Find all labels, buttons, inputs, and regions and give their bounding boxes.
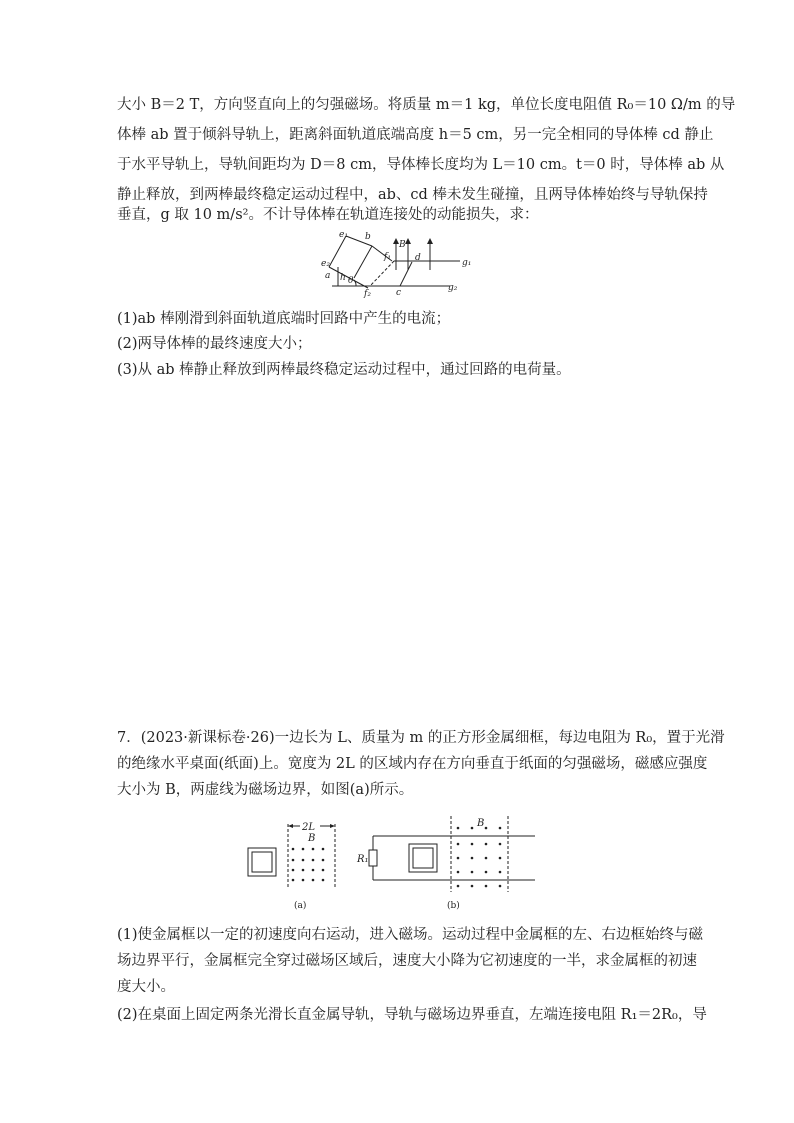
label-f2: f₂ <box>364 289 371 299</box>
problem6-question-3: (3)从 ab 棒静止释放到两棒最终稳定运动过程中，通过回路的电荷量。 <box>117 362 571 378</box>
problem6-question-2: (2)两导体棒的最终速度大小； <box>117 336 312 352</box>
label-B-a: B <box>308 833 316 844</box>
label-b: b <box>365 232 371 242</box>
label-g1: g₁ <box>462 258 472 268</box>
problem6-line-4: 静止释放，到两棒最终稳定运动过程中，ab、cd 棒未发生碰撞，且两导体棒始终与导轨保持 <box>117 187 708 203</box>
label-f1: f₁ <box>384 252 391 262</box>
problem7-line-1: 7．(2023·新课标卷·26)一边长为 L、质量为 m 的正方形金属细框，每边电阻为 R₀，置于光滑 <box>117 730 725 746</box>
problem7-line-2: 的绝缘水平桌面(纸面)上。宽度为 2L 的区域内存在方向垂直于纸面的匀强磁场，磁感应强度 <box>117 756 708 772</box>
rails-diagram <box>310 228 490 300</box>
problem7-question-1-line-2: 场边界平行，金属框完全穿过磁场区域后，速度大小降为它初速度的一半，求金属框的初速 <box>117 953 697 969</box>
label-a: a <box>325 271 331 281</box>
label-R1: R₁ <box>357 854 369 865</box>
label-e2: e₂ <box>321 259 330 269</box>
caption-a: (a) <box>294 901 307 911</box>
problem6-line-1: 大小 B＝2 T，方向竖直向上的匀强磁场。将质量 m＝1 kg，单位长度电阻值 R₀＝10 Ω/m 的导 <box>117 97 736 113</box>
label-d: d <box>415 253 421 263</box>
problem7-line-3: 大小为 B，两虚线为磁场边界，如图(a)所示。 <box>117 782 414 798</box>
problem6-line-3: 于水平导轨上，导轨间距均为 D＝8 cm，导体棒长度均为 L＝10 cm。t＝0 时，导体棒 ab 从 <box>117 157 725 173</box>
problem7-question-1-line-1: (1)使金属框以一定的初速度向右运动，进入磁场。运动过程中金属框的左、右边框始终与磁 <box>117 927 704 943</box>
figure-a <box>245 816 345 916</box>
label-c: c <box>396 288 402 298</box>
problem7-question-2-line-1: (2)在桌面上固定两条光滑长直金属导轨，导轨与磁场边界垂直，左端连接电阻 R₁＝2R₀，导 <box>117 1007 707 1023</box>
label-theta: θ <box>348 276 354 286</box>
label-2L: 2L <box>302 822 316 833</box>
problem6-line-2: 体棒 ab 置于倾斜导轨上，距离斜面轨道底端高度 h＝5 cm，另一完全相同的导体棒 cd 静止 <box>117 127 714 143</box>
label-g2: g₂ <box>448 283 458 293</box>
caption-b: (b) <box>447 901 460 911</box>
problem6-question-1: (1)ab 棒刚滑到斜面轨道底端时回路中产生的电流； <box>117 311 451 327</box>
label-B: B <box>399 240 406 250</box>
label-e1: e₁ <box>339 230 348 240</box>
label-h: h <box>340 273 346 283</box>
problem6-line-5: 垂直，g 取 10 m/s²。不计导体棒在轨道连接处的动能损失，求： <box>117 207 539 223</box>
label-B-b: B <box>477 818 485 829</box>
problem7-question-1-line-3: 度大小。 <box>117 979 175 995</box>
figure-b <box>355 812 540 916</box>
